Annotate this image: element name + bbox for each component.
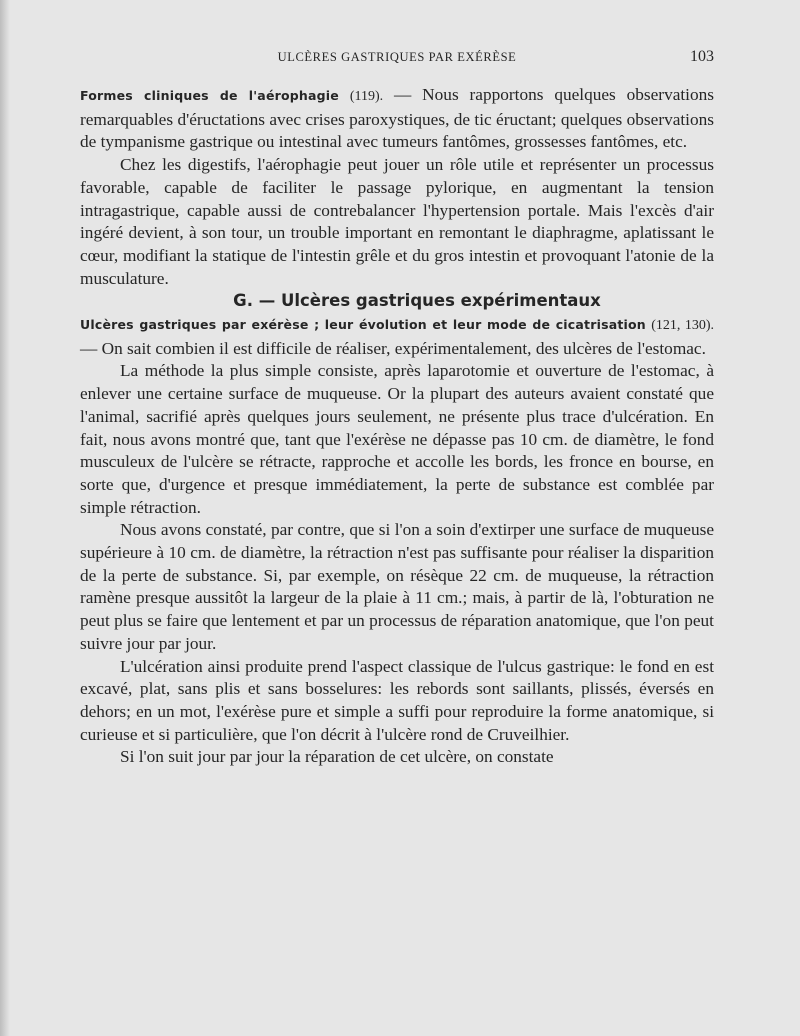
runin-heading-ulceres: Ulcères gastriques par exérèse ; leur évolution et leur mode de cicatrisation (80, 317, 646, 333)
runin-heading-aerophagie: Formes cliniques de l'aérophagie (80, 88, 339, 103)
paragraph-methode: La méthode la plus simple consiste, après laparotomie et ouverture de l'estomac, à enlever une certaine surface de muqueuse. Or la plupart des auteurs avaient constaté que l'animal, sacrifié après quelques jours seulement, ne présente plus trace d'ulcération. En fait, nous avons montré que, tant que l'exérèse ne dépasse pas 10 cm. de diamètre, le fond musculeux de l'ulcère se rétracte, rapproche et accolle les bords, les fronce en bourse, en sorte que, d'urgence et presque immédiatement, la perte de substance est comblée par simple rétraction. (80, 361, 714, 517)
page-gutter-shadow (0, 0, 10, 1036)
reference-numbers: (121, 130). (651, 318, 715, 334)
paragraph-aerophagie-forms (80, 84, 714, 154)
page-number: 103 (690, 48, 714, 65)
running-title: ULCÈRES GASTRIQUES PAR EXÉRÈSE (277, 50, 517, 64)
body-text (80, 84, 714, 769)
paragraph-ulceres-exerese (80, 313, 714, 360)
paragraph-ulceration: L'ulcération ainsi produite prend l'aspect classique de l'ulcus gastrique: le fond en est excavé, plat, sans plis et sans bosselures: les rebords sont saillants, plissés, éversés en dehors; en un mot, l'exérèse pure et simple a suffi pour reproduire la forme anatomique, si curieuse et si particulière, que l'on décrit à l'ulcère rond de Cruveilhier. (80, 656, 714, 744)
paragraph-text: — Nous rapportons quelques observations remarquables d'éructations avec crises paroxystiques, de tic éructant; quelques observations de tympanisme gastrique ou intestinal avec tumeurs fantômes, grossesses fantômes, etc. (80, 85, 714, 152)
paragraph-digestifs: Chez les digestifs, l'aérophagie peut jouer un rôle utile et représenter un processus favorable, capable de faciliter le passage pylorique, en augmentant la tension intragastrique, capable aussi de contrebalancer l'hypertension portale. Mais l'excès d'air ingéré devient, à son tour, un trouble important en remontant le diaphragme, aplatissant le cœur, modifiant la statique de l'intestin grêle et du gros intestin et provoquant l'atonie de la musculature. (80, 155, 714, 288)
paragraph-text: — On sait combien il est difficile de réaliser, expérimentalement, des ulcères de l'estomac. (80, 338, 706, 358)
paragraph-reparation: Si l'on suit jour par jour la réparation de cet ulcère, on constate (120, 747, 554, 767)
running-header (80, 50, 714, 70)
reference-numbers: (119). (349, 89, 384, 104)
paragraph-constate: Nous avons constaté, par contre, que si l'on a soin d'extirper une surface de muqueuse supérieure à 10 cm. de diamètre, la rétraction n'est pas suffisante pour réaliser la disparition de la perte de substance. Si, par exemple, on résèque 22 cm. de muqueuse, la rétraction ramène presque aussitôt la largeur de la plaie à 11 cm.; mais, à partir de là, l'obturation ne peut plus se faire que lentement et par un processus de réparation anatomique, que l'on peut suivre jour par jour. (80, 520, 714, 653)
section-heading: G. — Ulcères gastriques expérimentaux (233, 291, 601, 311)
